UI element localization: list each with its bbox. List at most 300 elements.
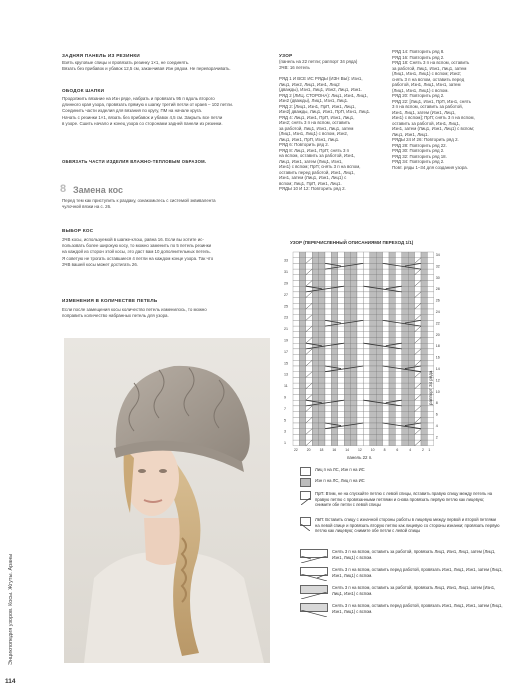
- legend-cable-1: Снять 3 п на вспом, оставить за работой, провязать Лиц1, Изн1, Лиц1, затем (Лиц1, Изн1, Лиц1) с вспом.: [300, 549, 510, 560]
- chart-cell: [363, 292, 369, 298]
- chart-cell: [331, 292, 337, 298]
- chart-cell: [395, 412, 401, 418]
- chart-cell: [312, 423, 318, 429]
- row-number-right: 26: [435, 298, 440, 303]
- chart-cell: [293, 434, 299, 440]
- chart-cell: [299, 406, 305, 412]
- chart-cell: [427, 309, 433, 315]
- chart-cell: [312, 412, 318, 418]
- chart-cell: [338, 332, 344, 338]
- chart-cell: [319, 332, 325, 338]
- chart-cell: [338, 338, 344, 344]
- chart-cell: [325, 412, 331, 418]
- chart-cell: [325, 429, 331, 435]
- chart-cell: [421, 252, 427, 258]
- row-number-right: 30: [435, 275, 440, 280]
- row-number-right: 6: [435, 412, 438, 417]
- chart-cell: [299, 355, 305, 361]
- chart-cell: [421, 389, 427, 395]
- chart-cell: [357, 298, 363, 304]
- chart-cell: [299, 343, 305, 349]
- chart-cell: [389, 372, 395, 378]
- chart-cell: [344, 440, 350, 446]
- chart-cell: [421, 434, 427, 440]
- finishing-note: ОБВЯЗАТЬ ЧАСТИ ИЗДЕЛИЯ ВЛАЖНО-ТЕПЛОВЫМ ОБРАЗОМ.: [62, 159, 207, 164]
- chart-cell: [395, 349, 401, 355]
- chart-cell: [370, 263, 376, 269]
- chart-cell: [383, 389, 389, 395]
- chart-cell: [389, 360, 395, 366]
- chart-cell: [395, 395, 401, 401]
- chart-cell: [376, 366, 382, 372]
- chart-cell: [299, 383, 305, 389]
- chart-cell: [344, 338, 350, 344]
- chart-cell: [319, 275, 325, 281]
- chart-cell: [383, 269, 389, 275]
- chart-cell: [319, 269, 325, 275]
- chart-cell: [331, 355, 337, 361]
- chart-cell: [408, 377, 414, 383]
- chart-cell: [293, 292, 299, 298]
- chart-cell: [351, 286, 357, 292]
- chart-cell: [338, 315, 344, 321]
- chart-cell: [357, 349, 363, 355]
- chart-cell: [421, 263, 427, 269]
- chart-cell: [338, 281, 344, 287]
- chart-cell: [402, 338, 408, 344]
- chart-cell: [319, 440, 325, 446]
- chart-cell: [402, 315, 408, 321]
- chart-cell: [389, 383, 395, 389]
- chart-cell: [299, 315, 305, 321]
- chart-cell: [383, 429, 389, 435]
- chart-cell: [344, 275, 350, 281]
- row-number-right: 24: [435, 310, 440, 314]
- chart-cell: [389, 395, 395, 401]
- chart-cell: [293, 298, 299, 304]
- chart-cell: [383, 434, 389, 440]
- chart-cell: [338, 406, 344, 412]
- chart-cell: [319, 395, 325, 401]
- chart-cell: [319, 366, 325, 372]
- chart-cell: [421, 303, 427, 309]
- chart-cell: [331, 406, 337, 412]
- page-number: 114: [5, 678, 16, 685]
- column-number: 18: [319, 447, 324, 452]
- chart-cell: [363, 406, 369, 412]
- chart-cell: [344, 434, 350, 440]
- column-number: 10: [370, 447, 375, 452]
- chart-cell: [370, 349, 376, 355]
- chart-cell: [415, 377, 421, 383]
- chart-cell: [319, 315, 325, 321]
- row-number-left: 29: [284, 281, 288, 286]
- chart-cell: [325, 326, 331, 332]
- chart-cell: [402, 389, 408, 395]
- chart-cell: [395, 389, 401, 395]
- row-number-left: 5: [284, 418, 286, 423]
- chart-cell: [402, 309, 408, 315]
- chart-cell: [299, 338, 305, 344]
- chart-cell: [331, 303, 337, 309]
- chart-cell: [389, 303, 395, 309]
- chart-cell: [293, 377, 299, 383]
- chart-cell: [344, 400, 350, 406]
- chart-cell: [338, 258, 344, 264]
- chart-cell: [376, 389, 382, 395]
- chart-cell: [421, 338, 427, 344]
- chart-cell: [363, 429, 369, 435]
- chart-cell: [319, 338, 325, 344]
- chart-cell: [331, 417, 337, 423]
- chart-cell: [357, 326, 363, 332]
- chart-cell: [351, 395, 357, 401]
- chart-cell: [299, 372, 305, 378]
- row-number-left: 1: [284, 441, 286, 446]
- chart-cell: [325, 303, 331, 309]
- row-number-right: 32: [435, 264, 440, 269]
- cable-right-icon: [300, 549, 328, 558]
- chart-cell: [421, 423, 427, 429]
- chart-cell: [306, 320, 312, 326]
- chart-cell: [293, 281, 299, 287]
- chart-cell: [363, 423, 369, 429]
- chart-cell: [312, 349, 318, 355]
- chart-cell: [408, 372, 414, 378]
- chart-cell: [370, 275, 376, 281]
- cable-substitution-title: Замена кос: [73, 184, 124, 195]
- chart-cell: [363, 366, 369, 372]
- row-number-left: 23: [284, 315, 288, 320]
- chart-cell: [312, 309, 318, 315]
- chart-cell: [408, 258, 414, 264]
- section-title-brim: ОБОДОК ШАПКИ: [62, 88, 105, 93]
- chart-cell: [427, 440, 433, 446]
- chart-cell: [312, 406, 318, 412]
- chart-cell: [383, 332, 389, 338]
- legend-purl: Изн п на ЛС, Лиц п на ИС: [300, 478, 365, 487]
- chart-cell: [357, 389, 363, 395]
- chart-cell: [427, 252, 433, 258]
- chart-cell: [357, 355, 363, 361]
- section-text-back-panel: Взять круговые спицы и провязать резинку 1×1, не соединять. Вязать без прибавок и убавок 12,5 см, заканчивая Изн рядом. Не переворачивать.: [62, 60, 231, 72]
- chart-cell: [402, 298, 408, 304]
- chart-cell: [376, 429, 382, 435]
- chart-cell: [344, 343, 350, 349]
- chart-cell: [421, 258, 427, 264]
- chart-cell: [363, 281, 369, 287]
- chart-cell: [370, 360, 376, 366]
- chart-cell: [383, 383, 389, 389]
- column-number: 16: [332, 447, 337, 452]
- chart-cell: [299, 320, 305, 326]
- chart-cell: [427, 303, 433, 309]
- chart-cell: [427, 417, 433, 423]
- chart-cell: [363, 252, 369, 258]
- chart-cell: [338, 360, 344, 366]
- chart-cell: [306, 298, 312, 304]
- chart-cell: [370, 303, 376, 309]
- chart-cell: [293, 417, 299, 423]
- row-number-right: 16: [435, 355, 440, 360]
- row-number-left: 33: [284, 258, 288, 263]
- chart-cell: [363, 320, 369, 326]
- chart-cell: [357, 252, 363, 258]
- chart-cell: [344, 292, 350, 298]
- chart-cell: [306, 366, 312, 372]
- chart-cell: [351, 349, 357, 355]
- cable-left-purl-icon: [300, 603, 328, 612]
- chart-cell: [376, 417, 382, 423]
- chart-cell: [427, 292, 433, 298]
- chart-cell: [325, 332, 331, 338]
- chart-cell: [293, 320, 299, 326]
- chart-cell: [415, 355, 421, 361]
- row-number-left: 13: [284, 372, 288, 377]
- chart-cell: [319, 355, 325, 361]
- chart-cell: [395, 332, 401, 338]
- chart-cell: [325, 372, 331, 378]
- chart-cell: [408, 326, 414, 332]
- chart-cell: [421, 377, 427, 383]
- chart-cell: [325, 440, 331, 446]
- chart-cell: [402, 377, 408, 383]
- chart-cell: [319, 372, 325, 378]
- chart-cell: [344, 377, 350, 383]
- chart-cell: [325, 406, 331, 412]
- row-number-right: 12: [435, 378, 440, 383]
- section-title-stitch-count: ИЗМЕНЕНИЯ В КОЛИЧЕСТВЕ ПЕТЕЛЬ: [62, 298, 158, 303]
- chart-cell: [319, 263, 325, 269]
- chart-cell: [383, 303, 389, 309]
- chart-cell: [427, 434, 433, 440]
- chart-cell: [306, 275, 312, 281]
- chart-cell: [344, 332, 350, 338]
- chart-cell: [325, 292, 331, 298]
- chart-cell: [395, 434, 401, 440]
- chart-cell: [370, 377, 376, 383]
- chart-cell: [376, 412, 382, 418]
- chart-cell: [344, 252, 350, 258]
- chart-cell: [351, 355, 357, 361]
- chart-cell: [376, 315, 382, 321]
- chart-cell: [363, 258, 369, 264]
- chart-cell: [357, 292, 363, 298]
- chart-cell: [312, 275, 318, 281]
- chart-cell: [344, 258, 350, 264]
- chart-cell: [389, 434, 395, 440]
- chart-cell: [363, 383, 369, 389]
- chart-cell: [421, 275, 427, 281]
- chart-cell: [415, 400, 421, 406]
- chart-cell: [376, 406, 382, 412]
- chart-cell: [402, 343, 408, 349]
- chart-cell: [338, 298, 344, 304]
- chart-cell: [395, 326, 401, 332]
- chart-cell: [389, 417, 395, 423]
- chart-cell: [357, 417, 363, 423]
- chart-cell: [331, 298, 337, 304]
- chart-cell: [312, 258, 318, 264]
- chart-cell: [306, 412, 312, 418]
- chart-cell: [299, 263, 305, 269]
- chart-cell: [312, 383, 318, 389]
- row-number-right: 8: [435, 401, 438, 406]
- chart-cell: [370, 372, 376, 378]
- chart-cell: [402, 360, 408, 366]
- pattern-rows-right: РЯД 14: Повторить ряд 8. РЯД 16: Повторить ряд 2. РЯД 18: Снять 3 п на вспом, оставить за работой, Лиц1, Изн1, Лиц1, затем (Лиц1, Изн1, Лиц1) с вспом; Изн2; снять 3 п на вспом, оставить перед работой, Изн1, Лиц1, Изн1, затем (Лиц1, Изн1, Лиц1) с вспом. РЯД 20: Повторить ряд 2. РЯД 22: [Лиц1, Изн1, ПрП, Изн1, снять 3 п на вспом, оставить за работой, Изн1, Лиц1, затем (Изн1, Лиц1, Изн1) с вспом]; ПрП; снять 3 п на вспом, оставить за работой, Изн1, Лиц1, Изн1, затем (Лиц1, Изн1, Лиц1) с вспом; Лиц1, Изн1, Лиц1. РЯДЫ 24 И 26: Повторить ряд 2. РЯД 28: Повторить ряд 22. РЯД 30: Повторить ряд 2. РЯД 32: Повторить ряд 18. РЯД 34: Повторить ряд 2. Повт. ряды 1–34 для создания узора.: [392, 49, 475, 170]
- chart-cell: [338, 269, 344, 275]
- chart-cell: [351, 440, 357, 446]
- chart-cell: [357, 258, 363, 264]
- chart-cell: [389, 309, 395, 315]
- chart-cell: [370, 412, 376, 418]
- chart-cell: [421, 309, 427, 315]
- row-number-left: 15: [284, 361, 288, 366]
- chart-cell: [415, 332, 421, 338]
- chart-cell: [370, 406, 376, 412]
- chart-cell: [402, 292, 408, 298]
- chart-cell: [351, 326, 357, 332]
- chart-cell: [408, 275, 414, 281]
- purl-symbol-icon: [300, 478, 311, 487]
- chart-cell: [299, 366, 305, 372]
- chart-cell: [344, 389, 350, 395]
- chart-cell: [299, 326, 305, 332]
- chart-cell: [351, 406, 357, 412]
- chart-cell: [421, 298, 427, 304]
- chart-cell: [363, 263, 369, 269]
- chart-cell: [402, 355, 408, 361]
- chart-cell: [312, 417, 318, 423]
- chart-cell: [389, 355, 395, 361]
- chart-cell: [421, 326, 427, 332]
- chart-cell: [357, 406, 363, 412]
- chart-cell: [331, 372, 337, 378]
- chart-cell: [351, 338, 357, 344]
- legend-cable-3: Снять 3 п на вспом, оставить за работой, провязать Лиц1, Изн1, Лиц1, затем (Изн1, Лиц1, Изн1) с вспом.: [300, 585, 510, 596]
- chart-cell: [389, 281, 395, 287]
- chart-cell: [408, 303, 414, 309]
- chart-cell: [299, 400, 305, 406]
- chart-cell: [383, 315, 389, 321]
- chart-cell: [421, 320, 427, 326]
- chart-cell: [408, 252, 414, 258]
- chart-cell: [338, 326, 344, 332]
- chart-cell: [293, 286, 299, 292]
- chart-cell: [319, 412, 325, 418]
- chart-cell: [376, 423, 382, 429]
- chart-cell: [376, 440, 382, 446]
- chart-cell: [331, 377, 337, 383]
- chart-cell: [363, 434, 369, 440]
- chart-cell: [357, 395, 363, 401]
- left-twist-symbol-icon: [300, 517, 311, 526]
- chart-cell: [299, 258, 305, 264]
- chart-cell: [395, 269, 401, 275]
- chart-cell: [357, 400, 363, 406]
- chart-cell: [363, 377, 369, 383]
- chart-cell: [427, 326, 433, 332]
- chart-cell: [395, 338, 401, 344]
- chart-cell: [357, 309, 363, 315]
- chart-cell: [376, 338, 382, 344]
- chart-cell: [376, 377, 382, 383]
- legend-left-twist: ЛвП: Вставить спицу с изначной стороны работы в лицевую между первой и второй петлями на левой спице и провязать вторую петлю как лицевую со стороны изнанки; провязать первую петлю как лицевую; снимите обе петли с левой спицы: [300, 517, 500, 534]
- cable-left-icon: [300, 567, 328, 576]
- chart-cell: [306, 252, 312, 258]
- chart-cell: [357, 275, 363, 281]
- chart-cell: [312, 355, 318, 361]
- chart-cell: [319, 320, 325, 326]
- chart-cell: [395, 275, 401, 281]
- chart-cell: [299, 298, 305, 304]
- chart-cell: [351, 343, 357, 349]
- column-number: 12: [358, 447, 362, 452]
- chart-cell: [370, 383, 376, 389]
- row-number-right: 4: [435, 424, 438, 428]
- chart-cell: [421, 412, 427, 418]
- chart-cell: [344, 417, 350, 423]
- chart-cell: [395, 372, 401, 378]
- chart-cell: [402, 275, 408, 281]
- chart-cell: [331, 434, 337, 440]
- chart-cell: [293, 343, 299, 349]
- chart-cell: [395, 440, 401, 446]
- chart-cell: [338, 434, 344, 440]
- chart-title: УЗОР (ПЕРЕЧИСЛЕННЫЙ ОПИСАНИЯМИ ПЕРЕХОД 1/1): [290, 240, 414, 245]
- chart-cell: [408, 417, 414, 423]
- chart-cell: [293, 366, 299, 372]
- pattern-title: УЗОР: [279, 53, 293, 58]
- chart-cell: [344, 349, 350, 355]
- chart-cell: [376, 372, 382, 378]
- chart-cell: [427, 258, 433, 264]
- chart-cell: [299, 292, 305, 298]
- cable-substitution-header: [60, 184, 123, 195]
- chart-cell: [376, 281, 382, 287]
- chart-cell: [293, 275, 299, 281]
- chart-cell: [312, 252, 318, 258]
- chart-cell: [357, 303, 363, 309]
- chart-cell: [408, 434, 414, 440]
- chart-cell: [312, 263, 318, 269]
- chart-cell: [383, 355, 389, 361]
- chart-cell: [351, 315, 357, 321]
- chart-cell: [325, 395, 331, 401]
- chart-cell: [389, 258, 395, 264]
- chart-cell: [395, 355, 401, 361]
- chart-cell: [338, 372, 344, 378]
- chart-cell: [383, 275, 389, 281]
- chart-cell: [363, 303, 369, 309]
- chart-cell: [383, 258, 389, 264]
- chart-cell: [389, 406, 395, 412]
- chart-cell: [370, 281, 376, 287]
- chart-cell: [408, 269, 414, 275]
- chart-cell: [370, 298, 376, 304]
- chart-cell: [344, 372, 350, 378]
- chart-cell: [408, 429, 414, 435]
- chart-cell: [293, 383, 299, 389]
- legend-knit: Лиц п на ЛС, Изн п на ИС: [300, 467, 365, 476]
- chart-cell: [299, 377, 305, 383]
- chart-cell: [312, 332, 318, 338]
- chart-cell: [376, 360, 382, 366]
- row-number-left: 17: [284, 349, 288, 354]
- section-text-brim: Продолжить вязание на Изн ряде, набрать и провязать 95 п вдоль второго длинного края узора, провязать прямую к шапку третий петли от краев – 102 петли. Соединить части изделия для вязания по кругу, ПМ на начале круга. Начать с резинки 1×1, вязать без прибавок и убавок 4,5 см. Закрыть все петли в узоре. Сшить начало и конец узора со сторонами задней панели из резинки.: [62, 96, 234, 126]
- chart-cell: [402, 395, 408, 401]
